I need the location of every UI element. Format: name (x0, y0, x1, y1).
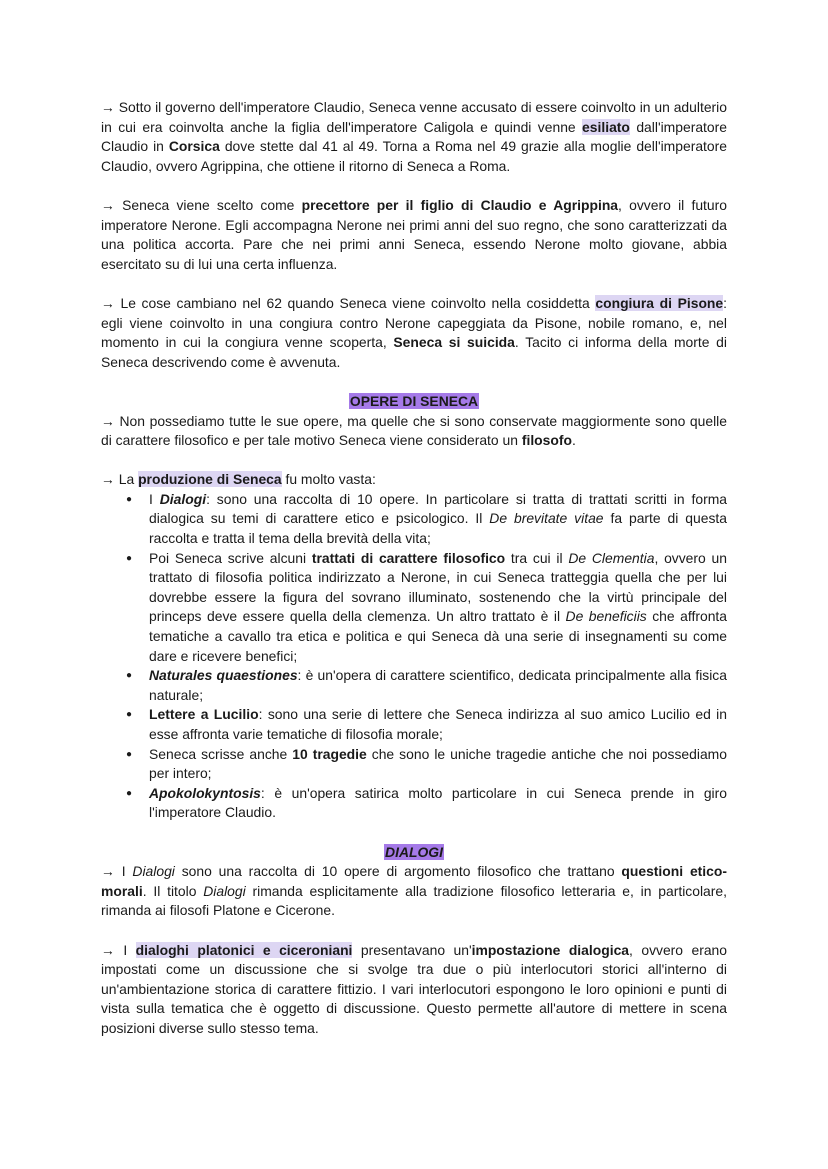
bold-corsica: Corsica (168, 138, 220, 155)
italic-title: De beneficiis (565, 608, 647, 625)
text: dove stette dal 41 al 49. Torna a Roma nel 49 grazie alla moglie dell'imperatore Claudio, ovvero Agrippina, che ottiene il ritorno di Seneca a Roma. (101, 138, 727, 174)
bold-italic-title: Apokolokyntosis (149, 784, 261, 801)
bold-dialogic: impostazione dialogica (471, 941, 630, 958)
text: presentavano un' (352, 941, 472, 958)
text: che affronta tematiche a cavallo tra etica e politica e qui Seneca dà una serie di insegnamenti su come dare e ricevere benefici; (149, 608, 727, 664)
paragraph-exile (101, 98, 727, 176)
text: : sono una raccolta di 10 opere. In particolare si tratta di trattati scritti in forma dialogica su temi di carattere etico e psicologico. Il (149, 490, 728, 527)
paragraph-dialogi (101, 862, 727, 921)
section-title-dialogi (101, 843, 727, 863)
paragraph-dialogues (101, 941, 727, 1039)
bold-suicide: Seneca si suicida (393, 334, 515, 351)
document-page (101, 98, 727, 1039)
list-item (101, 784, 727, 823)
bold-treatises: trattati di carattere filosofico (311, 549, 506, 566)
text: I (149, 490, 160, 507)
text: rimanda esplicitamente alla tradizione filosofico letteraria e, in particolare, rimanda ai filosofi Platone e Cicerone. (101, 882, 727, 919)
italic-title: Dialogi (132, 863, 175, 880)
paragraph-tutor (101, 196, 727, 274)
italic-title: Dialogi (203, 882, 246, 899)
italic-title: De Clementia (568, 549, 655, 566)
paragraph-production (101, 470, 727, 490)
italic-title: De brevitate vitae (489, 510, 604, 527)
text: : sono una serie di lettere che Seneca indirizza al suo amico Lucilio ed in esse affronta varie tematiche di filosofia morale; (149, 706, 727, 742)
text: , ovvero il futuro imperatore Nerone. Egli accompagna Nerone nei primi anni del suo regno, che sono caratterizzati da una politica accorta. Pare che nei primi anni Seneca, essendo Nerone molto giovane, abbia esercitato su di lui una certa influenza. (101, 196, 727, 272)
bold-italic-dialogi: Dialogi (159, 490, 207, 507)
text: . (571, 432, 576, 449)
text: → La (101, 471, 139, 488)
paragraph-philosopher (101, 412, 727, 451)
heading-text: DIALOGI (385, 843, 443, 860)
text: → Non possediamo tutte le sue opere, ma quelle che si sono conservate maggiormente sono quelle di carattere filosofico e per tale motivo Seneca viene considerato un (101, 412, 727, 449)
text: tra cui il (505, 549, 569, 566)
text: → I (101, 863, 133, 880)
text: fa parte di questa raccolta e tratta il tema della brevità della vita; (149, 510, 727, 547)
list-item (101, 490, 727, 549)
bold-ethics: questioni etico-morali (101, 863, 728, 899)
paragraph-conspiracy (101, 294, 727, 372)
text: : egli viene coinvolto in una congiura contro Nerone capeggiata da Pisone, nobile romano, e, nel momento in cui la congiura venne scoperta, (101, 294, 727, 351)
text: : è un'opera di carattere scientifico, dedicata principalmente alla fisica naturale; (149, 667, 727, 703)
text: → Le cose cambiano nel 62 quando Seneca viene coinvolto nella cosiddetta (101, 294, 596, 311)
text: → Sotto il governo dell'imperatore Claudio, Seneca venne accusato di essere coinvolto in un adulterio in cui era coinvolta anche la figlia dell'imperatore Caligola e quindi venne (101, 99, 727, 135)
bold-tragedies: 10 tragedie (292, 745, 367, 762)
highlight-exiled: esiliato (582, 118, 630, 135)
heading-text: OPERE DI SENECA (349, 392, 479, 409)
bold-italic-title: Naturales quaestiones (149, 667, 298, 684)
list-item (101, 549, 727, 667)
list-item (101, 705, 727, 744)
list-item (101, 745, 727, 784)
text: , ovvero erano impostati come un discussione che si svolge tra due o più interlocutori storici all'interno di un'ambientazione storica di carattere fittizio. I vari interlocutori espongono le loro opinioni e punti di vista sulla tematica che è oggetto di discussione. Questo permette all'autore di mettere in scena posizioni diverse sullo stesso tema. (101, 941, 728, 1036)
text: fu molto vasta: (281, 471, 376, 488)
highlight-production: produzione di Seneca (138, 471, 282, 488)
text: . Tacito ci informa della morte di Seneca descrivendo come è avvenuta. (101, 334, 727, 370)
text: sono una raccolta di 10 opere di argomento filosofico che trattano (174, 863, 622, 880)
list-item (101, 666, 727, 705)
section-title-works (101, 392, 727, 412)
highlight-conspiracy: congiura di Pisone (595, 294, 724, 311)
bold-tutor: precettore per il figlio di Claudio e Agrippina (301, 196, 619, 213)
text: dall'imperatore Claudio in (101, 118, 727, 155)
text: che sono le uniche tragedie antiche che noi possediamo per intero; (149, 745, 727, 782)
works-list (101, 490, 727, 823)
text: , ovvero un trattato di filosofia politica indirizzato a Nerone, in cui Seneca tratteggia quella che per lui dovrebbe essere la figura del sovrano illuminato, sostenendo che la virtù principale del princeps deve essere quella della clemenza. Un altro trattato è il (149, 549, 727, 625)
bold-philosopher: filosofo (521, 432, 572, 449)
bold-letters: Lettere a Lucilio (149, 706, 259, 723)
text: → I (101, 941, 136, 958)
text: Seneca scrisse anche (149, 745, 293, 762)
text: Poi Seneca scrive alcuni (149, 549, 312, 566)
text: : è un'opera satirica molto particolare in cui Seneca prende in giro l'imperatore Claudio. (149, 784, 727, 821)
text: . Il titolo (142, 882, 204, 899)
text: → Seneca viene scelto come (101, 196, 302, 213)
highlight-dialogues: dialoghi platonici e ciceroniani (135, 941, 353, 958)
